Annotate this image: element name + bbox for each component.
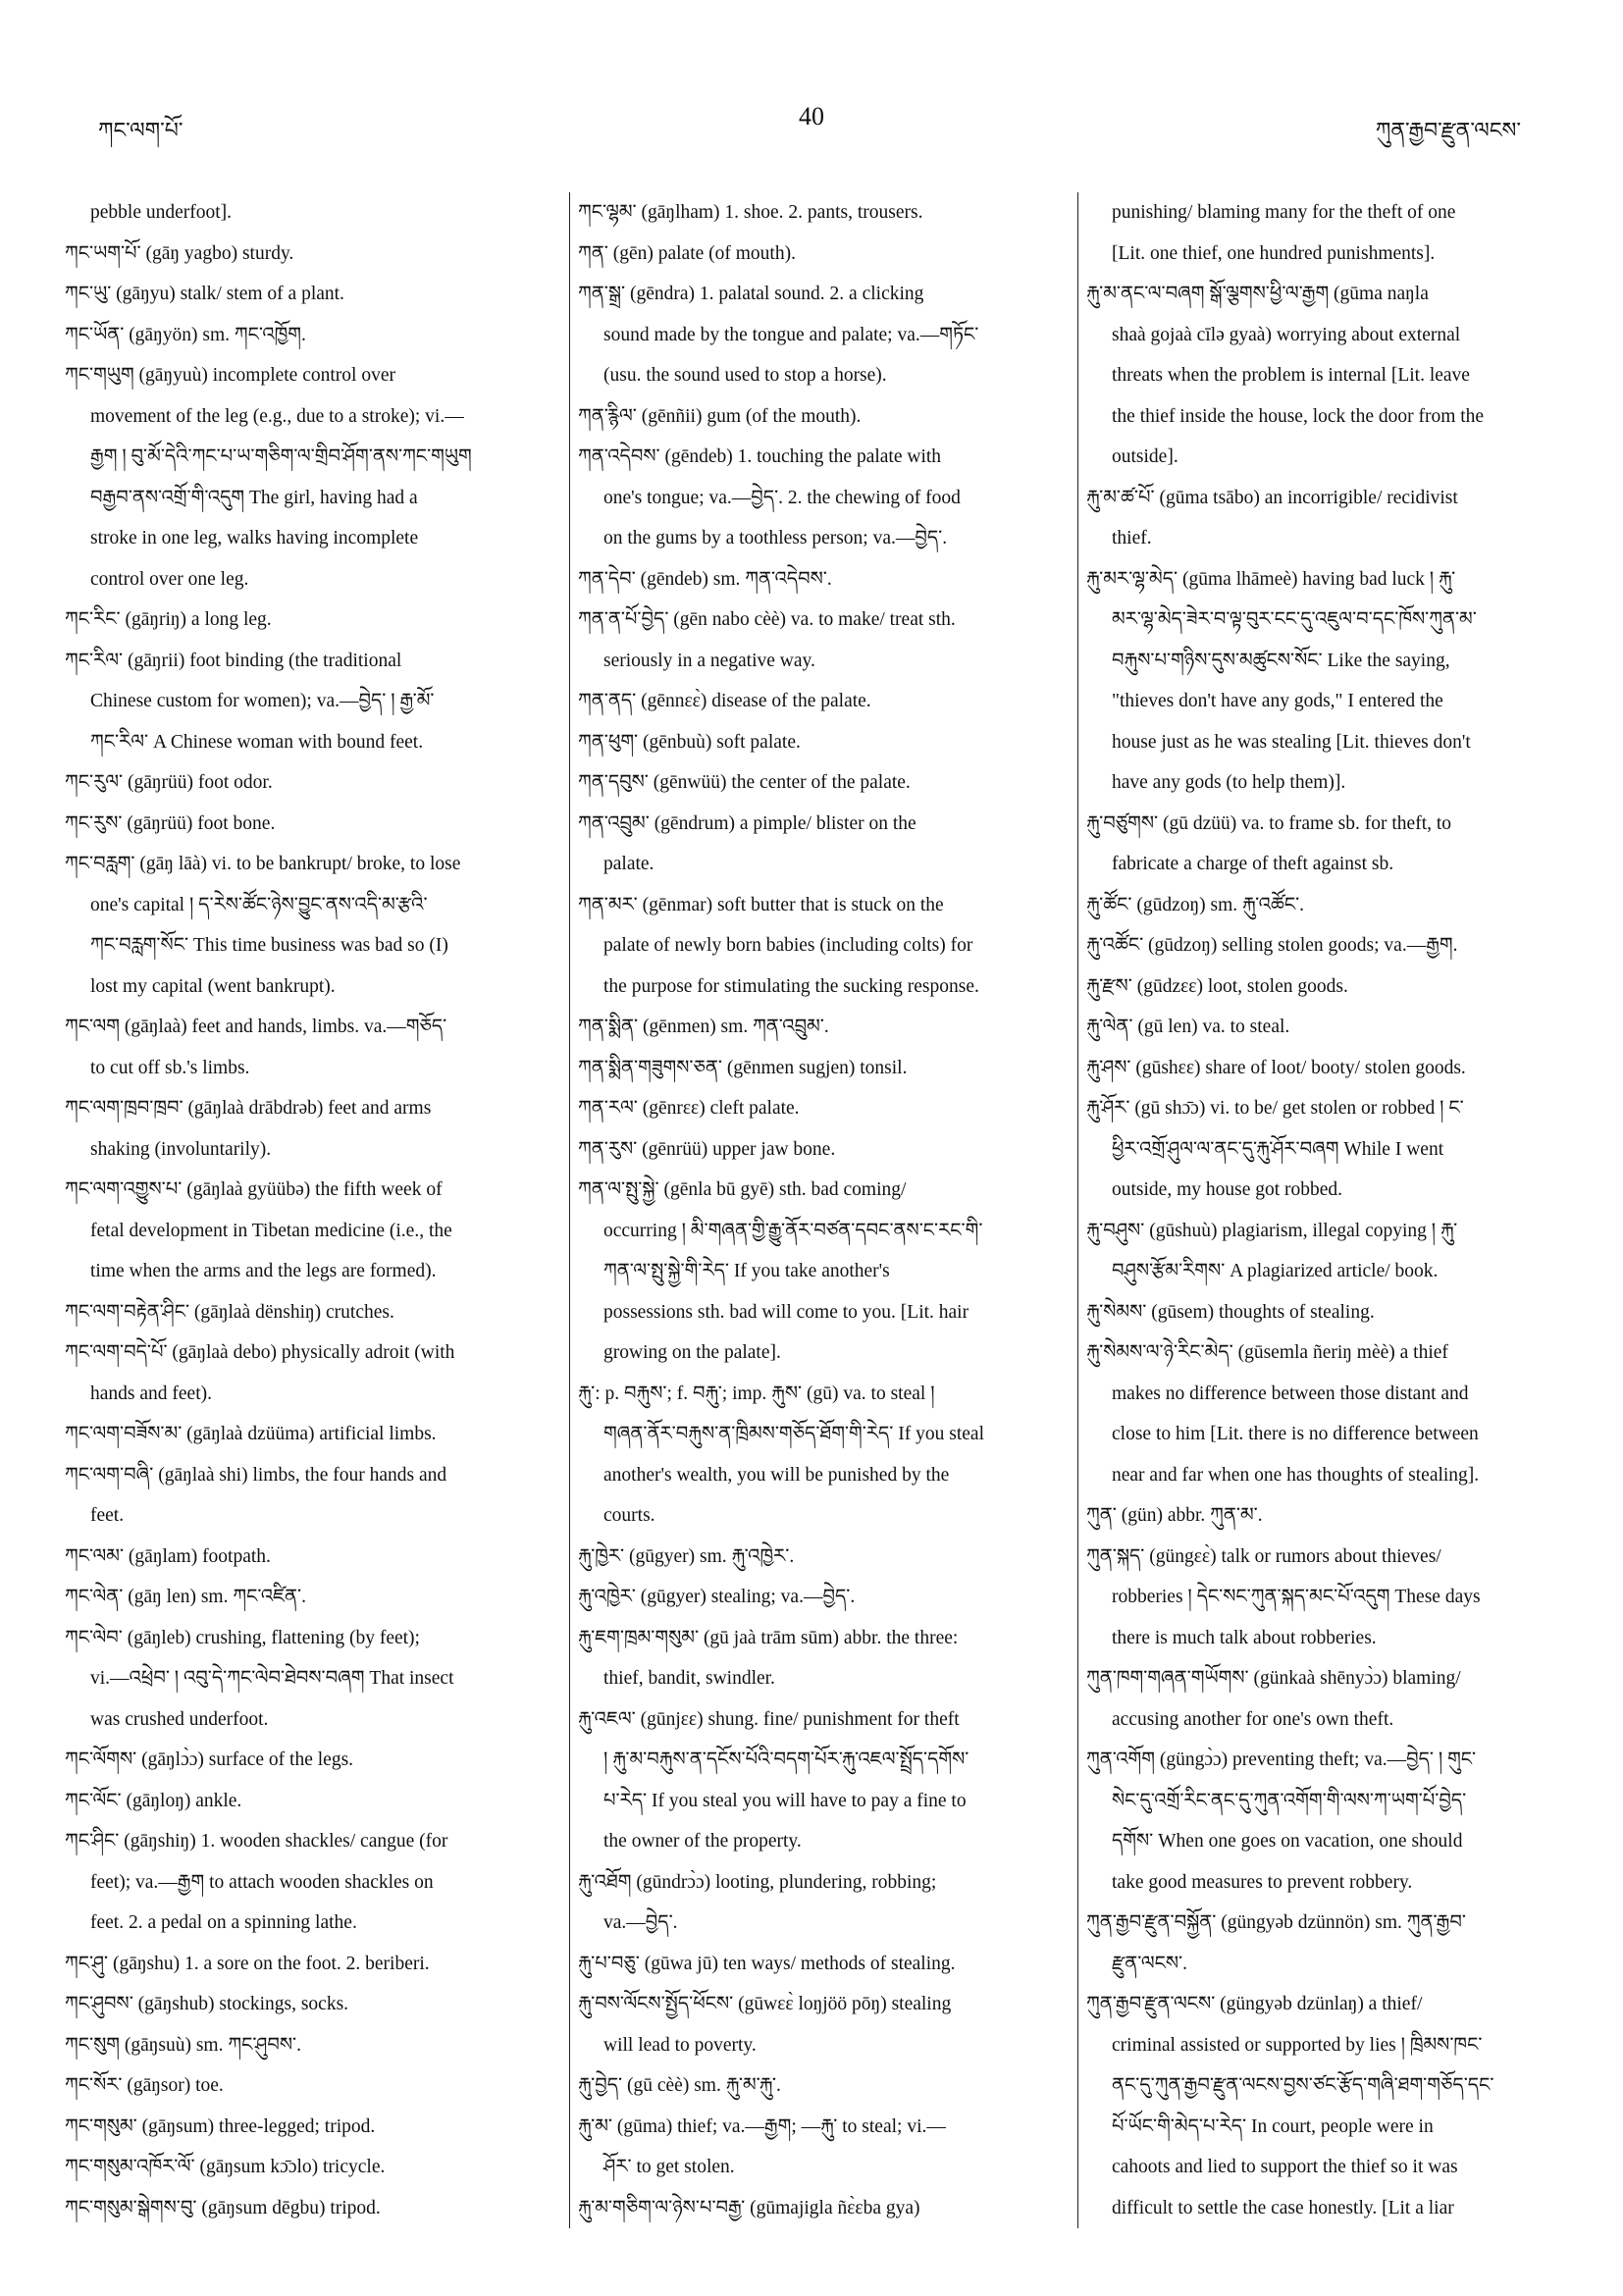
entry-continuation-line: will lead to poverty. [603, 2034, 757, 2056]
entry-continuation-line: take good measures to prevent robbery. [1112, 1871, 1413, 1893]
entry-continuation-line: one's tongue; va.—བྱེད་. 2. the chewing of food [603, 487, 961, 508]
dictionary-entry-line: རྐུ་འཚོང་ (gūdzoŋ) selling stolen goods; va.—རྒྱག. [1086, 935, 1458, 956]
entry-continuation-line: another's wealth, you will be punished by the [603, 1464, 950, 1486]
entry-continuation-line: accusing another for one's own theft. [1112, 1708, 1394, 1730]
dictionary-entry-line: རྐུ་བས་ལོངས་སྤྱོད་ཕོངས་ (gūwɛɛ̀ loŋjöö pōŋ) stealing [578, 1994, 952, 2014]
running-header-right: ཀུན་རྒྱབ་རྫུན་ལངས་ [1375, 118, 1521, 142]
dictionary-entry-line: རྐུ་ལེན་ (gū len) va. to steal. [1086, 1017, 1290, 1037]
entry-continuation-line: བཤུས་རྩོམ་རིགས་ A plagiarized article/ book. [1112, 1261, 1439, 1281]
dictionary-entry-line: ཀུན་ (gün) abbr. ཀུན་མ་. [1086, 1505, 1263, 1526]
dictionary-entry-line: ཀང་གསུམ་ (gāŋsum) three-legged; tripod. [65, 2115, 376, 2137]
dictionary-entry-line: ཀང་རིང་ (gāŋriŋ) a long leg. [65, 609, 272, 630]
dictionary-entry-line: རྐུ་འཇལ་ (gūnjɛɛ) shung. fine/ punishment for theft [578, 1708, 960, 1730]
dictionary-entry-line: རྐུ་རྫས་ (gūdzɛɛ) loot, stolen goods. [1086, 975, 1348, 997]
dictionary-entry-line: ཀན་རྙིལ་ (gēnñii) gum (of the mouth). [578, 405, 862, 427]
dictionary-entry-line: ཀང་ཤུ་ (gāŋshu) 1. a sore on the foot. 2. beriberi. [65, 1953, 430, 1974]
dictionary-entry-line: ཀང་གསུམ་སྒེགས་བུ་ (gāŋsum dēgbu) tripod. [65, 2197, 381, 2218]
dictionary-entry-line: རྐུ་སེམས་ལ་ཉེ་རིང་མེད་ (gūsemla ñeriŋ mèè) a thief [1086, 1342, 1448, 1363]
entry-continuation-line: thief, bandit, swindler. [603, 1668, 775, 1689]
dictionary-entry-line: རྐུ་བཙུགས་ (gū dzüü) va. to frame sb. for theft, to [1086, 812, 1452, 834]
dictionary-entry-line: རྐུ་མ་ཚ་པོ་ (gūma tsābo) an incorrigible/ recidivist [1086, 487, 1458, 508]
entry-continuation-line: thief. [1112, 528, 1152, 548]
dictionary-entry-line: རྐུ་: p. བརྐུས་; f. བརྐུ་; imp. རྐུས་ (gū) va. to steal ། [578, 1383, 935, 1404]
dictionary-entry-line: ཀང་སོར་ (gāŋsor) toe. [65, 2075, 224, 2096]
entry-continuation-line: shaking (involuntarily). [90, 1138, 272, 1160]
dictionary-entry-line: ཀུན་རྒྱབ་རྫུན་བསྐྱོན་ (güngyəb dzünnön) sm. ཀུན་རྒྱབ་ [1086, 1912, 1466, 1933]
entry-continuation-line: the owner of the property. [603, 1831, 802, 1852]
entry-continuation-line: threats when the problem is internal [Lit. leave [1112, 365, 1470, 386]
dictionary-column-2 [569, 192, 1069, 2228]
entry-continuation-line: possessions sth. bad will come to you. [Lit. hair [603, 1301, 969, 1323]
dictionary-entry-line: རྐུ་མ་ (gūma) thief; va.—རྒྱག; —རྐུ་ to steal; vi.— [578, 2115, 946, 2137]
entry-continuation-line: the thief inside the house, lock the door from the [1112, 405, 1485, 427]
entry-continuation-line: movement of the leg (e.g., due to a stroke); vi.— [90, 405, 464, 427]
dictionary-entry-line: ཀང་ཡོན་ (gāŋyön) sm. ཀང་འཁྱོག. [65, 324, 306, 345]
entry-continuation-line: པོ་ཡོང་གི་མེད་པ་རེད་ In court, people were in [1112, 2115, 1434, 2137]
entry-continuation-line: punishing/ blaming many for the theft of one [1112, 202, 1456, 223]
dictionary-entry-line: ཀང་ལག་ཁྲབ་ཁྲབ་ (gāŋlaà drābdrəb) feet and arms [65, 1098, 432, 1119]
dictionary-entry-line: ཀང་ལག་བརྟེན་ཤིང་ (gāŋlaà dënshiŋ) crutches. [65, 1301, 394, 1323]
dictionary-entry-line: ཀང་གཡུག (gāŋyuù) incomplete control over [65, 365, 395, 386]
entry-continuation-line: fetal development in Tibetan medicine (i.e., the [90, 1220, 452, 1241]
entry-continuation-line: close to him [Lit. there is no difference between [1112, 1424, 1479, 1444]
entry-continuation-line: ། རྐུ་མ་བརྐུས་ན་དངོས་པོའི་བདག་པོར་རྐུ་འཇལ་སྤྲོད་དགོས་ [603, 1749, 969, 1770]
entry-continuation-line: ཕྱིར་འགྲོ་ཤུལ་ལ་ནང་དུ་རྐུ་ཤོར་བཞག While I went [1112, 1138, 1444, 1160]
entry-continuation-line: outside, my house got robbed. [1112, 1179, 1343, 1200]
entry-continuation-line: ཀང་རིལ་ A Chinese woman with bound feet. [90, 731, 424, 753]
entry-continuation-line: feet); va.—རྒྱག to attach wooden shackles on [90, 1871, 434, 1893]
dictionary-entry-line: རྐུ་སེམས་ (gūsem) thoughts of stealing. [1086, 1301, 1375, 1323]
entry-continuation-line: སེང་དུ་འགྲོ་རིང་ནང་དུ་ཀུན་འགོག་གི་ལས་ཀ་ཡག་པོ་བྱེད་ [1112, 1790, 1467, 1811]
dictionary-entry-line: རྐུ་ཁྱེར་ (gūgyer) sm. རྐུ་འཁྱེར་. [578, 1545, 795, 1567]
dictionary-entry-line: ཀན་སྒྲ་ (gēndra) 1. palatal sound. 2. a clicking [578, 284, 924, 304]
dictionary-entry-line: རྐུ་བཤུས་ (gūshuù) plagiarism, illegal copying ། རྐུ་ [1086, 1220, 1458, 1241]
dictionary-entry-line: ཀང་ཤུབས་ (gāŋshub) stockings, socks. [65, 1994, 349, 2014]
dictionary-entry-line: ཀན་མར་ (gēnmar) soft butter that is stuck on the [578, 894, 944, 915]
dictionary-entry-line: ཀང་ལག་བཟོས་མ་ (gāŋlaà dzüüma) artificial limbs. [65, 1424, 437, 1444]
entry-continuation-line: [Lit. one thief, one hundred punishments]. [1112, 242, 1436, 264]
entry-continuation-line: va.—བྱེད་. [603, 1912, 678, 1933]
dictionary-entry-line: ཀན་འདེབས་ (gēndeb) 1. touching the palate with [578, 446, 942, 467]
dictionary-entry-line: རྐུ་མར་ལྷ་མེད་ (gūma lhāmeè) having bad luck ། རྐུ་ [1086, 568, 1456, 590]
dictionary-entry-line: ཀང་རུལ་ (gāŋrüü) foot odor. [65, 772, 273, 793]
entry-continuation-line: house just as he was stealing [Lit. thieves don't [1112, 731, 1471, 753]
dictionary-entry-line: ཀན་རལ་ (gēnrɛɛ) cleft palate. [578, 1098, 800, 1119]
entry-continuation-line: there is much talk about robberies. [1112, 1627, 1377, 1648]
entry-continuation-line: seriously in a negative way. [603, 650, 815, 671]
entry-continuation-line: གཞན་ནོར་བརྐུས་ན་ཁྲིམས་གཅོད་ཐོག་གི་རེད་ If you steal [603, 1424, 984, 1444]
entry-continuation-line: control over one leg. [90, 568, 249, 590]
entry-continuation-line: pebble underfoot]. [90, 202, 233, 223]
dictionary-entry-line: ཀན་འབྲུམ་ (gēndrum) a pimple/ blister on the [578, 812, 916, 834]
dictionary-entry-line: ཀང་ཡག་པོ་ (gāŋ yagbo) sturdy. [65, 242, 294, 264]
dictionary-entry-line: རྐུ་ཇག་ཁྲམ་གསུམ་ (gū jaà trām sūm) abbr. the three: [578, 1627, 959, 1648]
entry-continuation-line: was crushed underfoot. [90, 1708, 269, 1730]
entry-continuation-line: Chinese custom for women); va.—བྱེད་ ། རྒྱ་མོ་ [90, 691, 435, 711]
page-number: 40 [799, 102, 824, 130]
dictionary-entry-line: ཀང་རུས་ (gāŋrüü) foot bone. [65, 812, 276, 834]
dictionary-entry-line: ཀན་ (gēn) palate (of mouth). [578, 242, 796, 264]
entry-continuation-line: cahoots and lied to support the thief so it was [1112, 2157, 1458, 2177]
dictionary-entry-line: ཀང་ལྷམ་ (gāŋlham) 1. shoe. 2. pants, trousers. [578, 202, 923, 223]
entry-continuation-line: ནང་དུ་ཀུན་རྒྱབ་རྫུན་ལངས་བྱས་ཙང་རྩོད་གཞི་ཐག་གཅོད་དང་ [1112, 2075, 1494, 2096]
entry-continuation-line: one's capital ། ད་རེས་ཚོང་ཉེས་བྱུང་ནས་འདི་མ་རྩའི་ [90, 894, 428, 915]
dictionary-column-1 [65, 192, 552, 2228]
entry-continuation-line: the purpose for stimulating the sucking response. [603, 975, 979, 997]
entry-continuation-line: to cut off sb.'s limbs. [90, 1057, 250, 1078]
dictionary-entry-line: ཀན་ཕུག་ (gēnbuù) soft palate. [578, 731, 801, 753]
entry-continuation-line: དགོས་ When one goes on vacation, one should [1112, 1831, 1463, 1852]
entry-continuation-line: time when the arms and the legs are formed). [90, 1261, 437, 1281]
dictionary-entry-line: རྐུ་འཐོག (gūndrɔ̀ɔ) looting, plundering, robbing; [578, 1871, 937, 1893]
entry-continuation-line: hands and feet). [90, 1383, 212, 1404]
dictionary-entry-line: ཀང་སུག (gāŋsuù) sm. ཀང་ཤུབས་. [65, 2034, 302, 2056]
entry-continuation-line: growing on the palate]. [603, 1342, 781, 1363]
dictionary-entry-line: ཀང་ལེབ་ (gāŋleb) crushing, flattening (by feet); [65, 1627, 420, 1648]
dictionary-entry-line: ཀང་ལག (gāŋlaà) feet and hands, limbs. va.—གཅོད་ [65, 1017, 447, 1037]
dictionary-entry-line: ཀན་ན་པོ་བྱེད་ (gēn nabo cèè) va. to make/ treat sth. [578, 609, 956, 630]
entry-continuation-line: sound made by the tongue and palate; va.—གཏོང་ [603, 324, 979, 345]
entry-continuation-line: near and far when one has thoughts of stealing]. [1112, 1464, 1480, 1486]
entry-continuation-line: ཀན་ལ་སྤུ་སྐྱེ་གི་རེད་ If you take another's [603, 1261, 890, 1281]
entry-continuation-line: palate. [603, 854, 654, 874]
dictionary-entry-line: ཀང་ལག་བདེ་པོ་ (gāŋlaà debo) physically adroit (with [65, 1342, 455, 1363]
entry-continuation-line: རྫུན་ལངས་. [1112, 1953, 1187, 1974]
entry-continuation-line: occurring ། མི་གཞན་གྱི་རྒྱུ་ནོར་བཙན་དབང་ནས་ང་རང་གི་ [603, 1220, 983, 1241]
dictionary-entry-line: ཀན་སྨིན་གཟུགས་ཅན་ (gēnmen sugjen) tonsil. [578, 1057, 908, 1078]
dictionary-entry-line: ཀུན་སྐད་ (güngɛɛ̀) talk or rumors about thieves/ [1086, 1545, 1441, 1567]
dictionary-entry-line: ཀན་དེབ་ (gēndeb) sm. ཀན་འདེབས་. [578, 568, 832, 590]
entry-continuation-line: བརྐུས་པ་གཉིས་དུས་མཚུངས་སོང་ Like the saying, [1112, 650, 1450, 671]
entry-continuation-line: feet. 2. a pedal on a spinning lathe. [90, 1912, 357, 1933]
running-header-left: ཀང་ལག་པོ་ [98, 118, 183, 142]
dictionary-entry-line: ཀུན་རྒྱབ་རྫུན་ལངས་ (güngyəb dzünlaŋ) a thief/ [1086, 1994, 1423, 2014]
dictionary-entry-line: ཀན་དབུས་ (gēnwüü) the center of the palate. [578, 772, 911, 793]
dictionary-entry-line: ཀང་ཤིང་ (gāŋshiŋ) 1. wooden shackles/ cangue (for [65, 1831, 448, 1852]
entry-continuation-line: shaà gojaà cīlə gyaà) worrying about external [1112, 324, 1461, 345]
entry-continuation-line: criminal assisted or supported by lies ། ཁྲིམས་ཁང་ [1112, 2034, 1483, 2056]
entry-continuation-line: རྒྱག ། བུ་མོ་དེའི་ཀང་པ་ཡ་གཅིག་ལ་གྲིབ་ཤོག་ནས་ཀང་གཡུག [90, 446, 472, 467]
dictionary-entry-line: ཀན་རུས་ (gēnrüü) upper jaw bone. [578, 1138, 836, 1160]
dictionary-entry-line: ཀང་ཡུ་ (gāŋyu) stalk/ stem of a plant. [65, 284, 344, 304]
dictionary-entry-line: ཀང་ལག་འགྱུས་པ་ (gāŋlaà gyüübə) the fifth week of [65, 1179, 443, 1200]
entry-continuation-line: vi.—འཕྲེབ་ ། འབུ་དེ་ཀང་ལེབ་ཐེབས་བཞག That insect [90, 1668, 454, 1689]
dictionary-entry-line: ཀང་ལེན་ (gāŋ len) sm. ཀང་འཛིན་. [65, 1587, 306, 1607]
dictionary-entry-line: ཀུན་ཁག་གཞན་གཡོགས་ (günkaà shēnyɔ̀ɔ) blaming/ [1086, 1668, 1461, 1689]
dictionary-entry-line: ཀུན་འགོག (güngɔ̀ɔ) preventing theft; va.—བྱེད་ ། གུང་ [1086, 1749, 1477, 1770]
dictionary-entry-line: ཀང་ལོགས་ (gāŋlɔ̀ɔ) surface of the legs. [65, 1749, 354, 1770]
entry-continuation-line: difficult to settle the case honestly. [Lit a liar [1112, 2197, 1454, 2218]
dictionary-entry-line: ཀང་ལག་བཞི་ (gāŋlaà shi) limbs, the four hands and [65, 1464, 447, 1486]
entry-continuation-line: robberies ། དེང་སང་ཀུན་སྐད་མང་པོ་འདུག These days [1112, 1587, 1481, 1607]
dictionary-entry-line: རྐུ་ཤས་ (gūshɛɛ) share of loot/ booty/ stolen goods. [1086, 1057, 1466, 1078]
dictionary-entry-line: ཀང་གསུམ་འཁོར་ལོ་ (gāŋsum kɔ̄ɔlo) tricycle. [65, 2157, 386, 2177]
entry-continuation-line: "thieves don't have any gods," I entered the [1112, 691, 1443, 711]
entry-continuation-line: བརྒྱབ་ནས་འགྲོ་གི་འདུག The girl, having had a [90, 487, 418, 508]
dictionary-entry-line: ཀན་ནད་ (gēnnɛɛ̀) disease of the palate. [578, 691, 871, 711]
dictionary-entry-line: ཀང་ལམ་ (gāŋlam) footpath. [65, 1545, 271, 1567]
entry-continuation-line: courts. [603, 1505, 655, 1526]
entry-continuation-line: པ་རེད་ If you steal you will have to pay a fine to [603, 1790, 967, 1811]
entry-continuation-line: have any gods (to help them)]. [1112, 772, 1346, 793]
entry-continuation-line: (usu. the sound used to stop a horse). [603, 365, 887, 386]
entry-continuation-line: stroke in one leg, walks having incomplete [90, 528, 419, 548]
entry-continuation-line: palate of newly born babies (including colts) for [603, 935, 973, 956]
entry-continuation-line: on the gums by a toothless person; va.—བྱེད་. [603, 528, 948, 548]
dictionary-entry-line: ཀན་སྨིན་ (gēnmen) sm. ཀན་འབྲུམ་. [578, 1017, 829, 1037]
entry-continuation-line: outside]. [1112, 446, 1178, 467]
dictionary-entry-line: རྐུ་ཚོང་ (gūdzoŋ) sm. རྐུ་འཚོང་. [1086, 894, 1305, 915]
entry-continuation-line: feet. [90, 1505, 125, 1526]
dictionary-entry-line: ཀང་ལོང་ (gāŋloŋ) ankle. [65, 1790, 242, 1811]
entry-continuation-line: མར་ལྷ་མེད་ཟེར་བ་ལྟ་བུར་ངང་དུ་འཇུལ་བ་དང་ཁོས་ཀུན་མ་ [1112, 609, 1477, 630]
entry-continuation-line: ཤོར་ to get stolen. [603, 2157, 735, 2177]
dictionary-entry-line: རྐུ་མ་ནང་ལ་བཞག སྒོ་ལྕགས་ཕྱི་ལ་རྒྱག (gūma naŋla [1086, 284, 1429, 304]
dictionary-entry-line: རྐུ་མ་གཅིག་ལ་ཉེས་པ་བརྒྱ་ (gūmajigla ñɛ̀ɛba gya) [578, 2197, 920, 2218]
entry-continuation-line: ཀང་བརླག་སོང་ This time business was bad so (I) [90, 935, 448, 956]
dictionary-column-3 [1077, 192, 1567, 2228]
entry-continuation-line: fabricate a charge of theft against sb. [1112, 854, 1394, 874]
dictionary-entry-line: ཀན་ལ་སྤུ་སྐྱེ་ (gēnla bū gyē) sth. bad coming/ [578, 1179, 907, 1200]
entry-continuation-line: lost my capital (went bankrupt). [90, 975, 336, 997]
entry-continuation-line: makes no difference between those distant and [1112, 1383, 1469, 1404]
dictionary-entry-line: རྐུ་བྱེད་ (gū cèè) sm. རྐུ་མ་རྐུ་. [578, 2075, 781, 2096]
dictionary-entry-line: རྐུ་པ་བཅུ་ (gūwa jū) ten ways/ methods of stealing. [578, 1953, 956, 1974]
dictionary-entry-line: རྐུ་འཁྱེར་ (gūgyer) stealing; va.—བྱེད་. [578, 1587, 856, 1607]
dictionary-entry-line: ཀང་བརླག་ (gāŋ lāà) vi. to be bankrupt/ broke, to lose [65, 854, 461, 874]
dictionary-entry-line: རྐུ་ཤོར་ (gū shɔ̄ɔ) vi. to be/ get stolen or robbed ། ང་ [1086, 1098, 1464, 1119]
dictionary-entry-line: ཀང་རིལ་ (gāŋrii) foot binding (the traditional [65, 650, 402, 671]
